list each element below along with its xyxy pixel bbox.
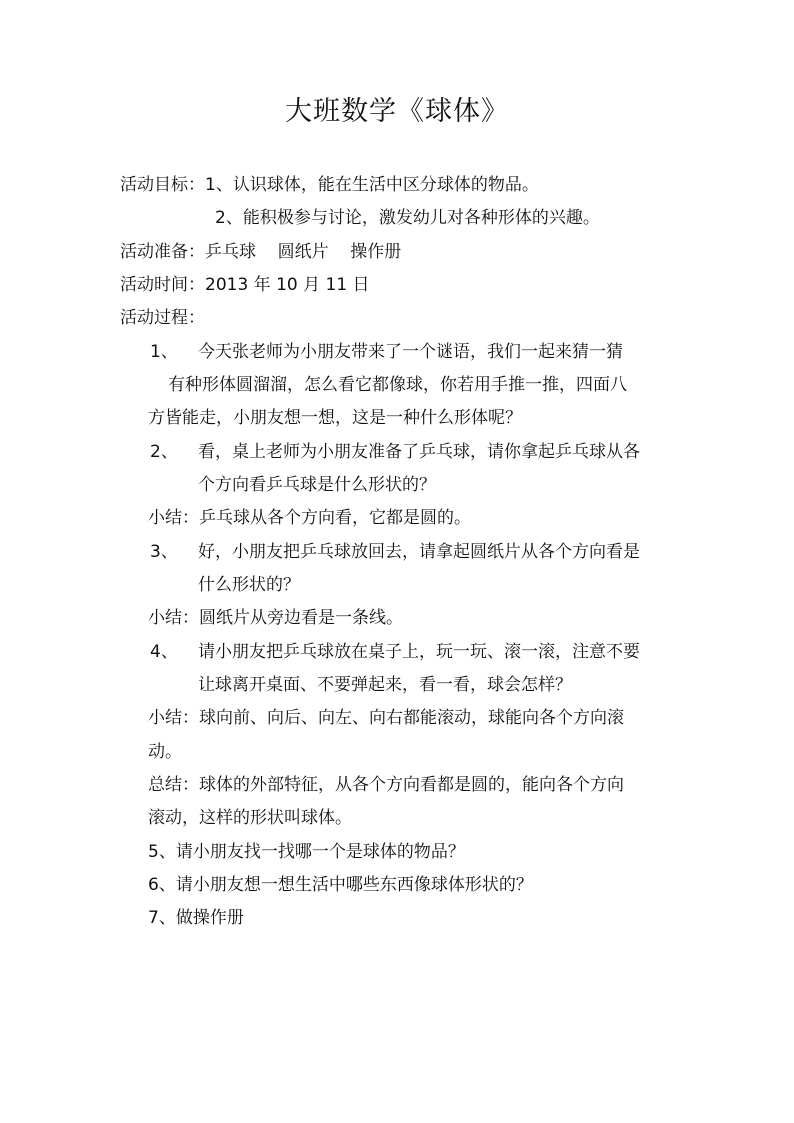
step-4-summary-line-2: 动。 [148, 742, 182, 762]
time-value: 2013 年 10 月 11 日 [205, 275, 370, 295]
step-2-summary: 小结：乒乓球从各个方向看，它都是圆的。 [148, 508, 471, 528]
time-label: 活动时间： [120, 275, 205, 295]
step-4-line-2: 让球离开桌面、不要弹起来，看一看，球会怎样？ [198, 675, 572, 695]
goal-item-1: 1、认识球体，能在生活中区分球体的物品。 [205, 175, 539, 195]
prep-label: 活动准备： [120, 242, 205, 262]
step-1-line-1: 今天张老师为小朋友带来了一个谜语，我们一起来猜一猜 [198, 342, 623, 362]
step-3-summary: 小结：圆纸片从旁边看是一条线。 [148, 608, 403, 628]
step-2-line-2: 个方向看乒乓球是什么形状的？ [198, 475, 436, 495]
step-4-summary-line-1: 小结：球向前、向后、向左、向右都能滚动，球能向各个方向滚 [148, 708, 624, 728]
conclusion-line-2: 滚动，这样的形状叫球体。 [148, 808, 352, 828]
step-1-number: 1、 [150, 342, 178, 362]
step-3-line-1: 好，小朋友把乒乓球放回去，请拿起圆纸片从各个方向看是 [198, 542, 640, 562]
step-3-line-2: 什么形状的？ [198, 575, 300, 595]
step-7: 7、做操作册 [148, 908, 244, 928]
step-2-line-1: 看，桌上老师为小朋友准备了乒乓球，请你拿起乒乓球从各 [198, 442, 640, 462]
process-label: 活动过程： [120, 308, 205, 328]
step-1-line-3: 方皆能走，小朋友想一想，这是一种什么形体呢？ [148, 408, 522, 428]
step-4-number: 4、 [150, 642, 178, 662]
goal-item-2: 2、能积极参与讨论，激发幼儿对各种形体的兴趣。 [215, 208, 600, 228]
step-4-line-1: 请小朋友把乒乓球放在桌子上，玩一玩、滚一滚，注意不要 [198, 642, 640, 662]
prep-items: 乒乓球 圆纸片 操作册 [205, 242, 402, 262]
step-5: 5、请小朋友找一找哪一个是球体的物品？ [148, 842, 465, 862]
goal-label: 活动目标： [120, 175, 205, 195]
step-2-number: 2、 [150, 442, 178, 462]
prep-line [120, 240, 401, 264]
page-title: 大班数学《球体》 [285, 96, 509, 127]
goal-line [120, 173, 539, 197]
step-3-number: 3、 [150, 542, 178, 562]
conclusion-line-1: 总结：球体的外部特征，从各个方向看都是圆的，能向各个方向 [148, 775, 624, 795]
step-1-line-2: 有种形体圆溜溜，怎么看它都像球，你若用手推一推，四面八 [168, 375, 627, 395]
time-line [120, 273, 370, 297]
step-6: 6、请小朋友想一想生活中哪些东西像球体形状的？ [148, 875, 533, 895]
